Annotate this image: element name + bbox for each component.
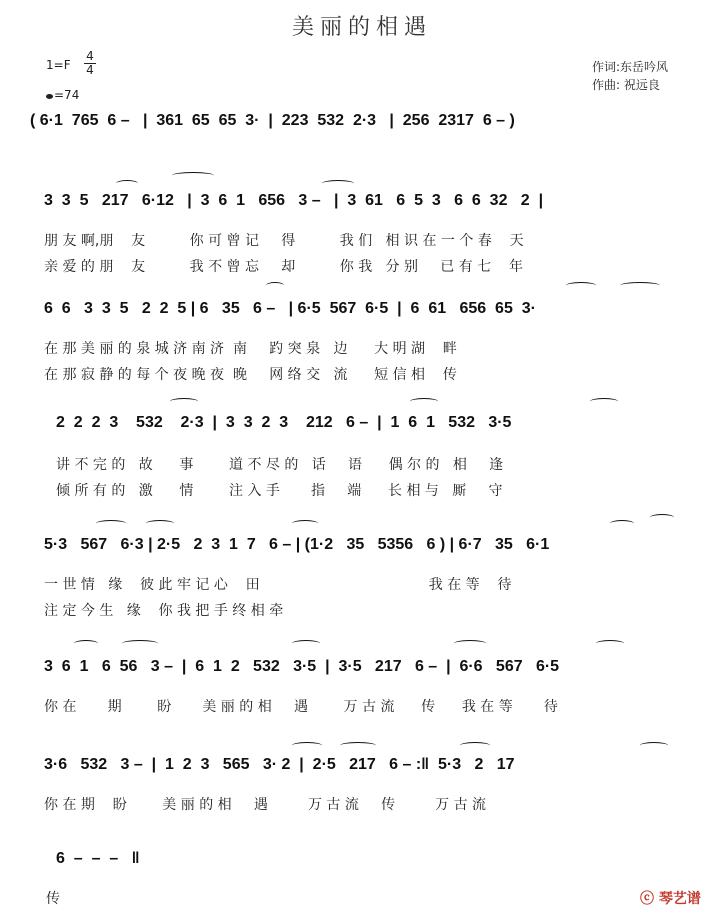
score-line-2-lyric-verse-1: 朋 友 啊,朋 友 你 可 曾 记 得 我 们 相 识 在 一 个 春 天 <box>44 233 524 249</box>
slur <box>96 520 126 527</box>
score-line-4-notes: 2 2 2 3 532 2·3 | 3 3 2 3 212 6 – | 1 6 1 532 3·5 <box>56 414 512 431</box>
slur <box>292 742 322 749</box>
slur <box>292 520 318 527</box>
score-line-6-notes: 3 6 1 6 56 3 – | 6 1 2 532 3·5 | 3·5 217 6 – | 6·6 567 6·5 <box>44 658 560 675</box>
watermark <box>640 888 701 908</box>
score-line-5-lyric-verse-2: 注 定 今 生 缘 你 我 把 手 终 相 牵 <box>44 603 284 619</box>
slur <box>322 180 354 187</box>
slur <box>590 398 618 405</box>
score-line-4-lyric-verse-1: 讲 不 完 的 故 事 道 不 尽 的 话 语 偶 尔 的 相 逢 <box>56 457 504 473</box>
tempo-marking <box>46 88 79 102</box>
tempo-value: =74 <box>54 88 80 102</box>
score-line-5-lyric-verse-1: 一 世 情 缘 彼 此 牢 记 心 田 我 在 等 待 <box>44 577 512 593</box>
slur <box>640 742 668 749</box>
time-signature <box>84 50 96 77</box>
slur <box>460 742 490 749</box>
score-line-4-lyric-verse-2: 倾 所 有 的 激 情 注 入 手 指 端 长 相 与 厮 守 <box>56 483 503 499</box>
logo-icon: ⓒ <box>640 891 654 907</box>
score-line-3-lyric-verse-2: 在 那 寂 静 的 每 个 夜 晚 夜 晚 网 络 交 流 短 信 相 传 <box>44 367 457 383</box>
slur <box>410 398 438 405</box>
time-signature-bottom: 4 <box>86 63 94 77</box>
composer-credit: 作曲: 祝远良 <box>592 78 660 92</box>
score-line-3-lyric-verse-1: 在 那 美 丽 的 泉 城 济 南 济 南 趵 突 泉 边 大 明 湖 畔 <box>44 341 457 357</box>
score-line-3-notes: 6 6 3 3 5 2 2 5 | 6 35 6 – | 6·5 567 6·5 | 6 61 656 65 3· <box>44 300 536 317</box>
score-line-5-notes: 5·3 567 6·3 | 2·5 2 3 1 7 6 – | (1·2 35 5356 6 ) | 6·7 35 6·1 <box>44 536 550 553</box>
slur <box>620 282 660 289</box>
time-signature-top: 4 <box>84 50 96 64</box>
slur <box>172 172 214 179</box>
slur <box>266 282 284 289</box>
key-signature: 1=F <box>46 58 71 72</box>
slur <box>170 398 198 405</box>
score-line-2-lyric-verse-2: 亲 爱 的 朋 友 我 不 曾 忘 却 你 我 分 别 已 有 七 年 <box>44 259 523 275</box>
score-line-8-lyric: 传 <box>46 891 60 907</box>
slur <box>74 640 98 647</box>
slur <box>596 640 624 647</box>
score-line-7-notes: 3·6 532 3 – | 1 2 3 565 3· 2 | 2·5 217 6 – :‖ 5·3 2 17 <box>44 756 515 773</box>
watermark-brand: 琴艺谱 <box>658 891 701 907</box>
score-line-6-lyric: 你 在 期 盼 美 丽 的 相 遇 万 古 流 传 我 在 等 待 <box>44 699 558 715</box>
slur <box>146 520 174 527</box>
quarter-note-icon <box>46 94 53 99</box>
slur <box>116 180 138 187</box>
slur <box>650 514 674 521</box>
slur <box>292 640 320 647</box>
slur <box>340 742 376 749</box>
lyricist-credit: 作词:东岳吟风 <box>592 60 669 74</box>
song-title: 美丽的相遇 <box>291 15 432 40</box>
slur <box>454 640 486 647</box>
score-line-1-notes: ( 6·1 765 6 – | 361 65 65 3· | 223 532 2·3 | 256 2317 6 – ) <box>30 112 515 129</box>
slur <box>610 520 634 527</box>
slur <box>566 282 596 289</box>
score-line-7-lyric: 你 在 期 盼 美 丽 的 相 遇 万 古 流 传 万 古 流 <box>44 797 487 813</box>
slur <box>122 640 158 647</box>
score-line-2-notes: 3 3 5 217 6·12 | 3 6 1 656 3 – | 3 61 6 5 3 6 6 32 2 | <box>44 192 544 209</box>
score-line-8-notes: 6 – – – ‖ <box>56 850 140 867</box>
